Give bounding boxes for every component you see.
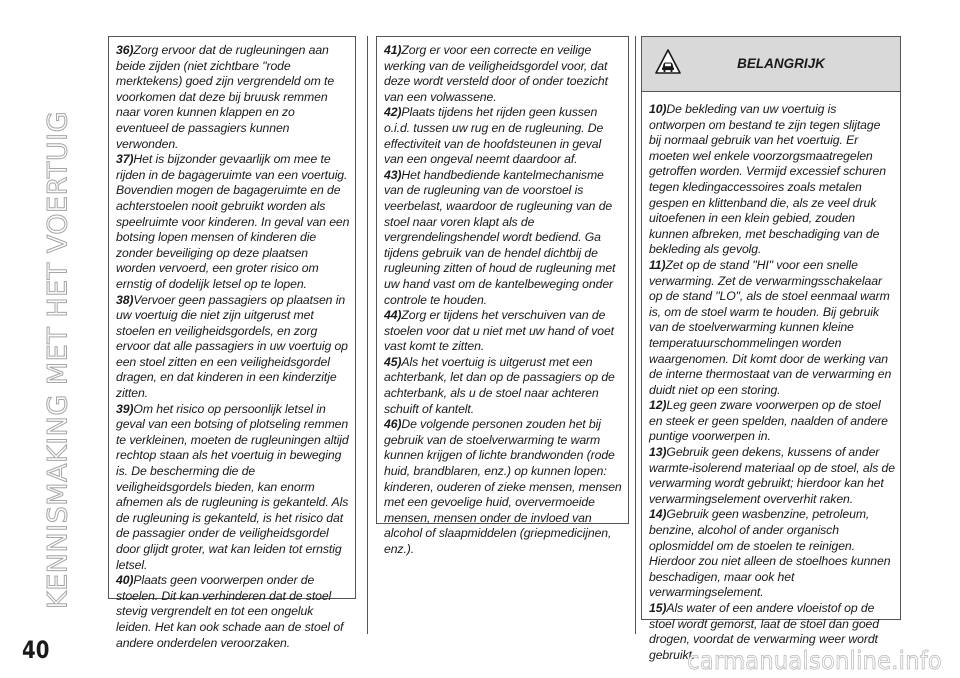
- note-number: 40): [116, 573, 134, 588]
- note-text: Gebruik geen wasbenzine, petroleum, benzine, alcohol of ander organisch oplosmiddel om de stoelen te reinigen. Hierdoor zou niet alleen de stoelhoes kunnen beschadigen, maar ook het verwarmingselement.: [649, 507, 891, 600]
- note-item: [384, 43, 623, 105]
- note-item: [384, 105, 623, 167]
- note-number: 41): [384, 43, 402, 57]
- note-item: [384, 308, 623, 355]
- column-divider: [635, 36, 636, 634]
- note-number: 44): [384, 308, 402, 323]
- note-text: De volgende personen zouden het bij gebruik van de stoelverwarming te warm kunnen krijgen of lichte brandwonden (rode huid, brandblaren, enz.) op kunnen lopen: kinderen, ouderen of zieke mensen, mensen met een gevoelige huid, oververmoeide mensen, mensen onder de invloed van alcohol of slaapmiddelen (griepmedicijnen, enz.).: [384, 417, 622, 556]
- note-text: Plaats geen voorwerpen onder de stoelen. Dit kan verhinderen dat de stoel stevig vergrendelt en tot een ongeluk leiden. Het kan ook schade aan de stoel of andere onderdelen veroorzaken.: [116, 573, 344, 650]
- warning-box-middle: [376, 36, 629, 556]
- note-item: [116, 402, 350, 574]
- section-side-title: KENNISMAKING MET HET VOERTUIG: [42, 110, 74, 610]
- watermark: carmanualsonline.info: [687, 646, 942, 675]
- warning-box-left: [108, 36, 356, 650]
- note-item: [116, 293, 350, 402]
- note-number: 38): [116, 292, 134, 307]
- note-number: 10): [649, 102, 667, 116]
- note-text: Gebruik geen dekens, kussens of ander warmte-isolerend materiaal op de stoel, als de verwarming wordt gebruikt; hierdoor kan het verwarmingselement oververhit raken.: [649, 445, 895, 506]
- important-box-text: [642, 92, 900, 663]
- note-item: [649, 398, 895, 445]
- note-item: [384, 168, 623, 308]
- note-text: De bekleding van uw voertuig is ontworpen om bestand te zijn tegen slijtage bij normaal gebruik van het voertuig. Er moeten wel enkele voorzorgsmaatregelen getroffen worden. Vermijd excessief schuren tegen kledingaccessoires zoals metalen gespen en klittenband die, als ze veel druk uitoefenen in een klein gebied, zouden kunnen afbreken, met beschadiging van de bekleding als gevolg.: [649, 102, 886, 257]
- note-number: 42): [384, 105, 402, 120]
- note-number: 37): [116, 152, 134, 167]
- middle-column-text: [377, 37, 628, 558]
- note-number: 15): [649, 601, 667, 615]
- note-text: Het handbediende kantelmechanisme van de rugleuning van de voorstoel is veerbelast, waardoor de rugleuning van de stoel naar voren klapt als de vergrendelingshendel wordt bediend. Ga tijdens gebruik van de hendel dichtbij de rugleuning zitten of houd de rugleuning met uw hand vast om de kantelbeweging onder controle te houden.: [384, 167, 616, 307]
- note-text: Vervoer geen passagiers op plaatsen in uw voertuig die niet zijn uitgerust met stoelen en veiligheidsgordels, en zorg ervoor dat alle passagiers in uw voertuig op een stoel zitten en een veiligheidsgordel dragen, en dat kinderen in een kinderzitje zitten.: [116, 292, 348, 401]
- note-item: [649, 507, 895, 601]
- note-item: [649, 102, 895, 258]
- note-item: [384, 417, 623, 557]
- important-box-title: BELANGRIJK: [737, 56, 825, 71]
- note-text: Leg geen zware voorwerpen op de stoel en steek er geen spelden, naalden of andere puntige voorwerpen in.: [649, 398, 888, 444]
- note-number: 14): [649, 507, 667, 522]
- note-number: 12): [649, 398, 667, 413]
- note-text: Zorg er tijdens het verschuiven van de stoelen voor dat u niet met uw hand of voet vast komt te zitten.: [384, 308, 614, 354]
- note-number: 36): [116, 43, 134, 57]
- note-item: [116, 573, 350, 651]
- page-number: 40: [22, 636, 50, 664]
- left-column-text: [109, 37, 355, 651]
- note-item: [649, 258, 895, 398]
- note-number: 13): [649, 445, 667, 460]
- note-number: 43): [384, 167, 402, 182]
- note-text: Zorg ervoor dat de rugleuningen aan beide zijden (niet zichtbare "rode merktekens) goed zijn vergrendeld om te voorkomen dat deze bij bruusk remmen naar voren kunnen klappen en zo eventueel de passagiers kunnen verwonden.: [116, 43, 335, 151]
- note-text: Zorg er voor een correcte en veilige werking van de veiligheidsgordel voor, dat deze wordt versteld door of onder toezicht van een volwassene.: [384, 43, 608, 104]
- important-box-header: [642, 37, 900, 92]
- note-number: 11): [649, 257, 666, 272]
- note-number: 45): [384, 354, 402, 369]
- column-divider: [367, 36, 368, 634]
- note-text: Als water of een andere vloeistof op de stoel wordt gemorst, laat de stoel dan goed drogen, voordat de verwarming weer wordt gebruikt.: [649, 601, 879, 662]
- note-number: 46): [384, 417, 402, 432]
- note-text: Als het voertuig is uitgerust met een achterbank, let dan op de passagiers op de achterbank, als u de stoel naar achteren schuift of kantelt.: [384, 354, 615, 416]
- note-text: Om het risico op persoonlijk letsel in geval van een botsing of plotseling remmen te verkleinen, moeten de rugleuningen altijd rechtop staan als het voertuig in beweging is. De bescherming die de veiligheidsgordels bieden, kan enorm afnemen als de rugleuning is gekanteld. Als de rugleuning is gekanteld, is het risico dat de passagier onder de veiligheidsgordel door glijdt groter, wat kan leiden tot ernstig letsel.: [116, 401, 349, 572]
- important-box: [641, 36, 901, 662]
- note-text: Plaats tijdens het rijden geen kussen o.i.d. tussen uw rug en de rugleuning. De effectiviteit van de hoofdsteunen in geval van een ongeval neemt daardoor af.: [384, 105, 604, 167]
- note-item: [116, 152, 350, 292]
- note-item: [116, 43, 350, 152]
- note-text: Het is bijzonder gevaarlijk om mee te rijden in de bagageruimte van een voertuig. Bovendien mogen de bagageruimte en de achterstoelen nooit gebruikt worden als speelruimte voor kinderen. In geval van een botsing lopen mensen of kinderen die zonder beveiliging op deze plaatsen worden vervoerd, een groter risico om ernstig of dodelijk letsel op te lopen.: [116, 152, 350, 291]
- note-number: 39): [116, 401, 134, 416]
- note-item: [649, 445, 895, 507]
- note-text: Zet op de stand "HI" voor een snelle verwarming. Zet de verwarmingsschakelaar op de stand "LO", als de stoel eenmaal warm is, om de stoel warm te houden. Bij gebruik van de stoelverwarming kunnen kleine temperatuurschommelingen worden waargenomen. Dit komt door de werking van de interne thermostaat van de verwarming en duidt niet op een storing.: [649, 257, 892, 397]
- note-item: [384, 355, 623, 417]
